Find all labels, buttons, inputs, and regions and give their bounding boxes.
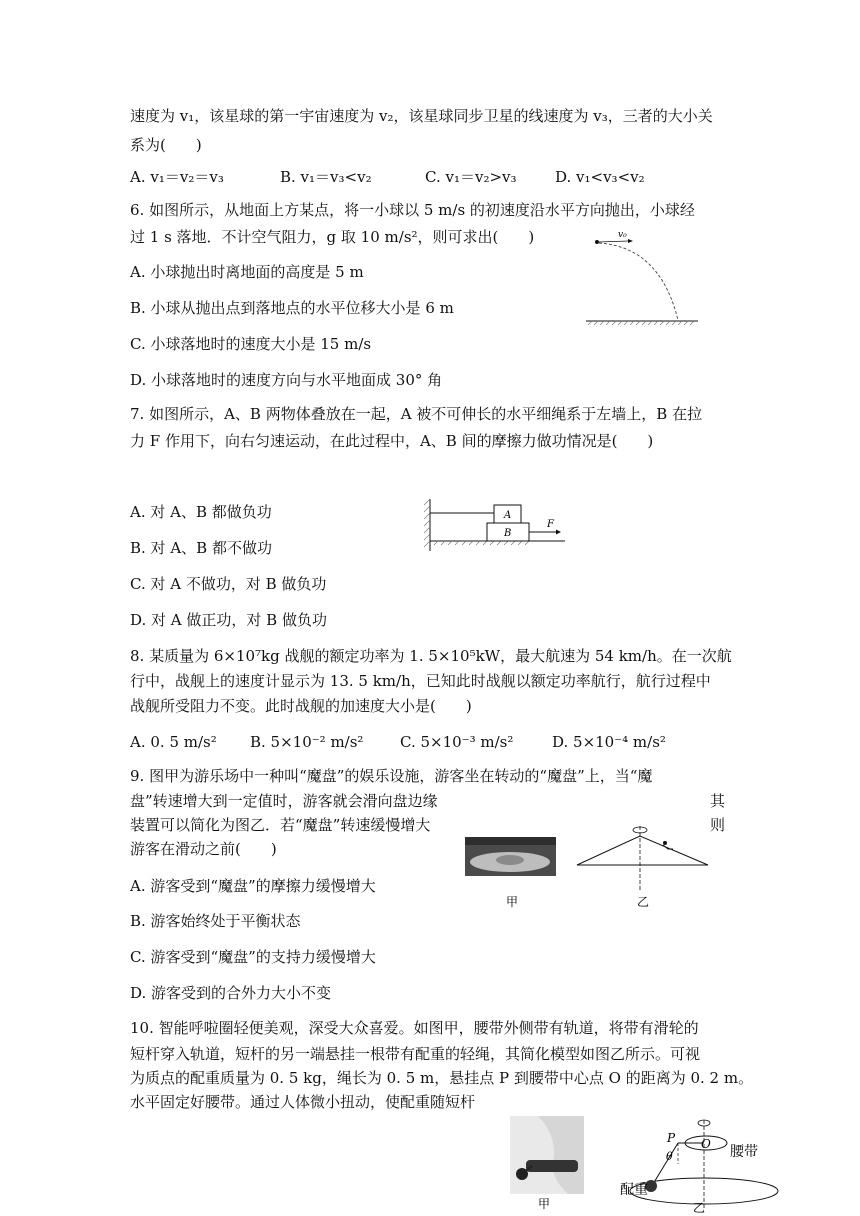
q8-option-d: D. 5×10⁻⁴ m/s² [552, 733, 666, 751]
trajectory [599, 243, 678, 320]
belt-label: 腰带 [730, 1144, 758, 1160]
block-a-label: A [504, 510, 512, 521]
point-o-label: O [701, 1137, 711, 1151]
q6-option-c: C. 小球落地时的速度大小是 15 m/s [130, 335, 372, 353]
visitor-body [663, 845, 673, 849]
q6-line-2: 过 1 s 落地．不计空气阻力，g 取 10 m/s²，则可求出( ) [130, 228, 535, 246]
fig-label-yi-10: 乙 [693, 1201, 706, 1214]
q9-line-3a: 装置可以简化为图乙．若“魔盘”转速缓慢增大 [130, 816, 431, 834]
q9-option-a: A. 游客受到“魔盘”的摩擦力缓慢增大 [130, 877, 376, 895]
q9-line-2b: 其 [710, 792, 726, 810]
magic-disk-figure [462, 818, 717, 918]
weight-label: 配重 [620, 1182, 648, 1198]
velocity-label: v₀ [618, 230, 627, 240]
q10-line-3: 为质点的配重质量为 0. 5 kg，绳长为 0. 5 m，悬挂点 P 到腰带中心点 O 的距离为 0. 2 m。 [130, 1069, 754, 1087]
ground-hatch [588, 321, 694, 325]
q8-line-2: 行中，战舰上的速度计显示为 13. 5 km/h，已知此时战舰以额定功率航行，航行过程中 [130, 672, 711, 690]
floor-hatch [434, 541, 529, 545]
photo-belt [526, 1160, 578, 1172]
q9-line-2a: 盘”转速增大到一定值时，游客就会滑向盘边缘 [130, 792, 438, 810]
q9-option-d: D. 游客受到的合外力大小不变 [130, 984, 332, 1002]
q6-line-1: 6. 如图所示，从地面上方某点，将一小球以 5 m/s 的初速度沿水平方向抛出，小球经 [130, 201, 695, 219]
q6-option-d: D. 小球落地时的速度方向与水平地面成 30° 角 [130, 371, 443, 389]
q10-line-4: 水平固定好腰带。通过人体微小扭动，使配重随短杆 [130, 1093, 476, 1111]
q8-line-1: 8. 某质量为 6×10⁷kg 战舰的额定功率为 1. 5×10⁵kW，最大航速为 54 km/h。在一次航 [130, 647, 732, 665]
block-b-label: B [504, 528, 512, 539]
q7-option-a: A. 对 A、B 都做负功 [130, 503, 272, 521]
q9-line-1: 9. 图甲为游乐场中一种叫“魔盘”的娱乐设施，游客坐在转动的“魔盘”上，当“魔 [130, 767, 653, 785]
q7-option-c: C. 对 A 不做功，对 B 做负功 [130, 575, 327, 593]
q5-option-a: A. v₁＝v₂＝v₃ [130, 168, 224, 186]
velocity-arrowhead [628, 239, 633, 243]
wall-hatch [424, 499, 430, 547]
q9-option-b: B. 游客始终处于平衡状态 [130, 912, 301, 930]
q9-line-4: 游客在滑动之前( ) [130, 840, 277, 858]
fig-label-jia-10: 甲 [538, 1197, 551, 1211]
q8-option-a: A. 0. 5 m/s² [130, 733, 217, 751]
q5-option-d: D. v₁<v₃<v₂ [555, 168, 645, 186]
q5-line-2: 系为( ) [130, 136, 202, 154]
q7-line-2: 力 F 作用下，向右匀速运动，在此过程中，A、B 间的摩擦力做功情况是( ) [130, 432, 654, 450]
projectile-figure [580, 225, 710, 330]
point-p-label: P [667, 1131, 676, 1145]
q6-option-a: A. 小球抛出时离地面的高度是 5 m [130, 263, 364, 281]
ball [595, 240, 599, 244]
photo-top-band [465, 837, 556, 845]
q8-option-c: C. 5×10⁻³ m/s² [400, 733, 514, 751]
q9-option-c: C. 游客受到“魔盘”的支持力缓慢增大 [130, 948, 376, 966]
hula-hoop-figure [508, 1112, 790, 1214]
q7-option-b: B. 对 A、B 都不做功 [130, 539, 272, 557]
q5-option-b: B. v₁＝v₃<v₂ [280, 168, 372, 186]
q5-line-1: 速度为 v₁，该星球的第一宇宙速度为 v₂，该星球同步卫星的线速度为 v₃，三者的大小关 [130, 107, 713, 125]
visitor-head [663, 841, 667, 845]
force-arrowhead [556, 530, 561, 535]
fig-label-yi: 乙 [637, 895, 650, 909]
force-label: F [547, 519, 554, 530]
q9-line-3b: 则 [710, 816, 726, 834]
blocks-figure [420, 495, 570, 555]
fig-label-jia: 甲 [506, 895, 519, 909]
q6-option-b: B. 小球从抛出点到落地点的水平位移大小是 6 m [130, 299, 454, 317]
q10-line-2: 短杆穿入轨道，短杆的另一端悬挂一根带有配重的轻绳，其简化模型如图乙所示。可视 [130, 1045, 701, 1063]
q7-option-d: D. 对 A 做正功，对 B 做负功 [130, 611, 327, 629]
q8-option-b: B. 5×10⁻² m/s² [250, 733, 364, 751]
q10-line-1: 10. 智能呼啦圈轻便美观，深受大众喜爱。如图甲，腰带外侧带有轨道，将带有滑轮的 [130, 1019, 699, 1037]
velocity-arrow [599, 241, 628, 242]
theta-label: θ [666, 1150, 673, 1163]
q7-line-1: 7. 如图所示，A、B 两物体叠放在一起，A 被不可伸长的水平细绳系于左墙上，B 在拉 [130, 405, 703, 423]
disk-cross-section [577, 836, 708, 865]
photo-center [496, 855, 524, 865]
q5-option-c: C. v₁＝v₂>v₃ [425, 168, 517, 186]
q8-line-3: 战舰所受阻力不变。此时战舰的加速度大小是( ) [130, 697, 472, 715]
